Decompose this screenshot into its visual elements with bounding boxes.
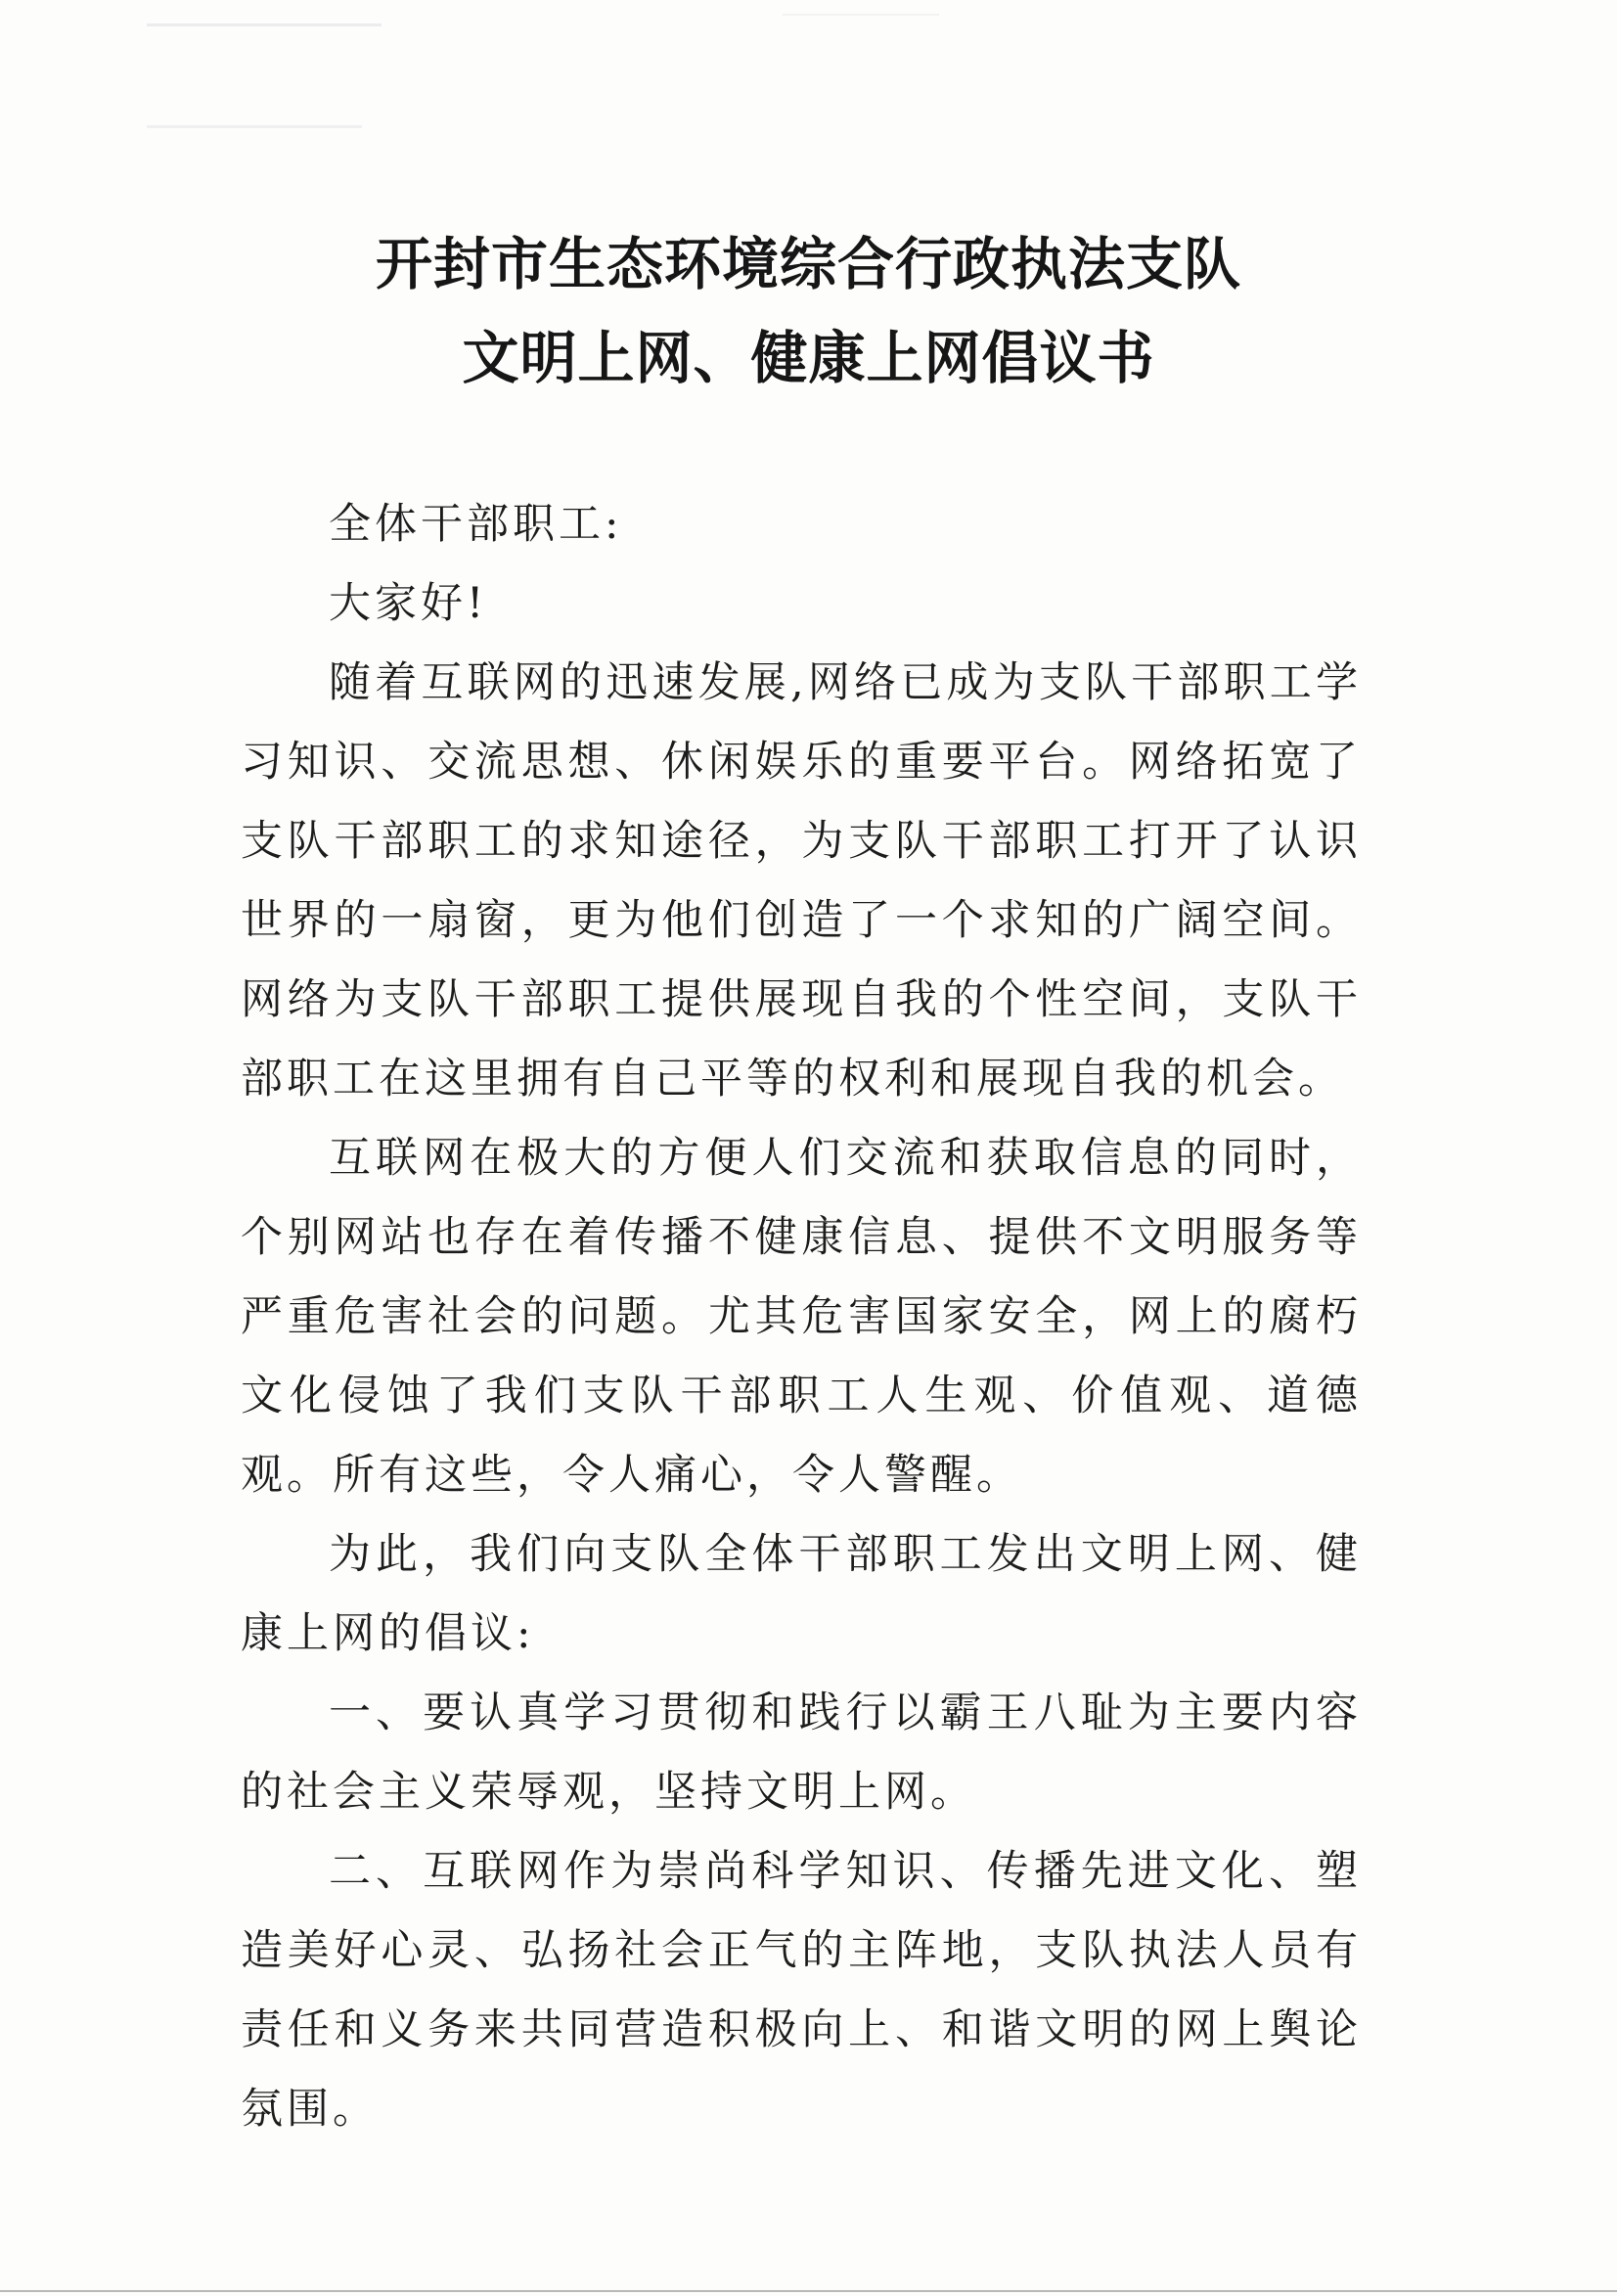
paragraph-1: 随着互联网的迅速发展,网络已成为支队干部职工学习知识、交流思想、休闲娱乐的重要平台。网络拓宽了支队干部职工的求知途径，为支队干部职工打开了认识世界的一扇窗，更为他们创造了一个求知的广阔空间。网络为支队干部职工提供展现自我的个性空间，支队干部职工在这里拥有自己平等的权利和展现自我的机会。: [241, 658, 1362, 1103]
scan-artifact: [147, 125, 362, 128]
title-line-2: 文明上网、健康上网倡议书: [462, 325, 1155, 391]
scan-artifact: [147, 23, 382, 26]
scan-edge-line: [0, 2290, 1617, 2292]
paragraph-2: 互联网在极大的方便人们交流和获取信息的同时，个别网站也存在着传播不健康信息、提供不文明服务等严重危害社会的问题。尤其危害国家安全，网上的腐朽文化侵蚀了我们支队干部职工人生观、价值观、道德观。所有这些，令人痛心，令人警醒。: [241, 1134, 1362, 1500]
paragraph-3: 为此，我们向支队全体干部职工发出文明上网、健康上网的倡议:: [241, 1530, 1362, 1658]
document-title: [0, 217, 1617, 405]
document-body: [241, 485, 1362, 2149]
greeting: 大家好!: [329, 579, 488, 628]
paragraph-4: 一、要认真学习贯彻和践行以霸王八耻为主要内容的社会主义荣辱观，坚持文明上网。: [241, 1688, 1362, 1817]
title-line-1: 开封市生态环境综合行政执法支队: [375, 231, 1241, 297]
paragraph-5: 二、互联网作为崇尚科学知识、传播先进文化、塑造美好心灵、弘扬社会正气的主阵地，支队执法人员有责任和义务来共同营造积极向上、和谐文明的网上舆论氛围。: [241, 1847, 1362, 2134]
salutation: 全体干部职工:: [329, 500, 623, 549]
scan-artifact: [783, 14, 939, 16]
